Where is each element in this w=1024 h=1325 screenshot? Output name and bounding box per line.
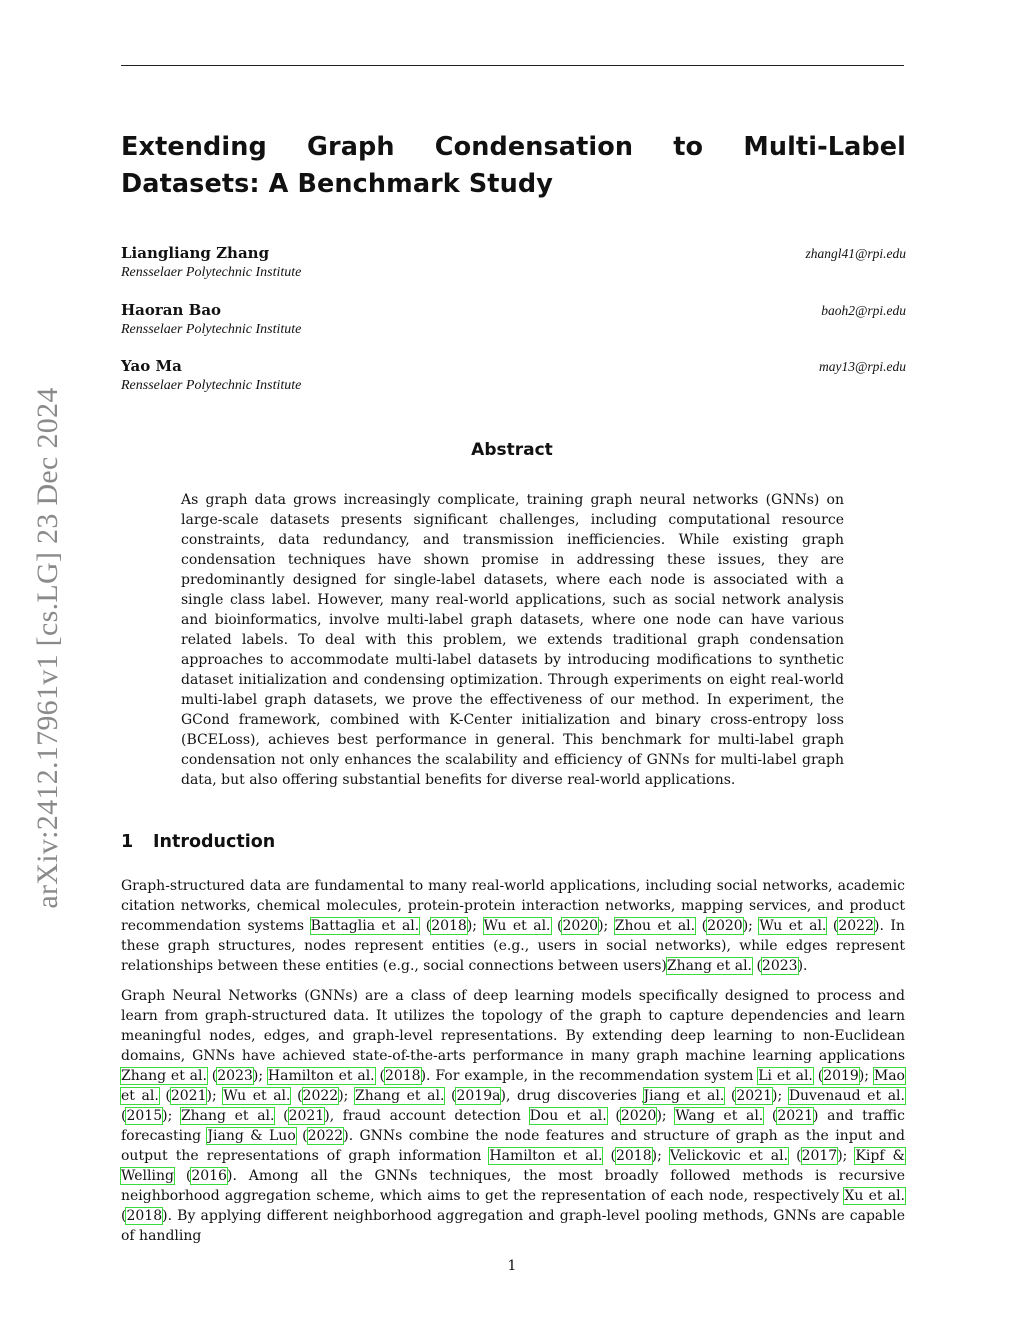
citation-year-link[interactable]: 2018 <box>126 1208 163 1224</box>
citation-link[interactable]: Li et al. <box>758 1068 813 1084</box>
citation-year-link[interactable]: 2022 <box>302 1088 339 1104</box>
citation-year-link[interactable]: 2021 <box>777 1108 813 1124</box>
author-affiliation: Rensselaer Polytechnic Institute <box>121 265 302 280</box>
citation-link[interactable]: Mao et al. <box>121 1068 905 1104</box>
citation-year-link[interactable]: 2016 <box>191 1168 227 1184</box>
citation-year-link[interactable]: 2018 <box>384 1068 421 1084</box>
intro-paragraph-2: Graph Neural Networks (GNNs) are a class of deep learning models specifically designed to process and learn from graph-structured data. It utilizes the topology of the graph to capture dependencies and learn meaningful nodes, edges, and graph-level representations. By extending deep learning to non-Euclidean domains, GNNs have achieved state-of-the-arts performance in many graph machine learning applications Zhang et al. (2023); Hamilton et al. (2018). For example, in the recommendation system Li et al. (2019); Mao et al. (2021); Wu et al. (2022); Zhang et al. (2019a), drug discoveries Jiang et al. (2021); Duvenaud et al. (2015); Zhang et al. (2021), fraud account detection Dou et al. (2020); Wang et al. (2021) and traffic forecasting Jiang & Luo (2022). GNNs combine the node features and structure of graph as the input and output the representations of graph information Hamilton et al. (2018); Velickovic et al. (2017); Kipf & Welling (2016). Among all the GNNs techniques, the most broadly followed methods is recursive neighborhood aggregation scheme, which aims to get the representation of each node, respectively Xu et al. (2018). By applying different neighborhood aggregation and graph-level pooling methods, GNNs are capable of handling <box>121 988 905 1244</box>
body-text: Graph-structured data are fundamental to many real-world applications, including social networks, academic citation networks, chemical molecules, protein-protein interaction networks, mapping services, and product recommendation systems <box>121 878 905 934</box>
citation-link[interactable]: Kipf & Welling <box>121 1148 905 1184</box>
citation-link[interactable]: Dou et al. <box>529 1108 607 1124</box>
citation-year-link[interactable]: 2022 <box>838 918 874 934</box>
section-heading <box>121 832 275 852</box>
citation-link[interactable]: Wang et al. <box>675 1108 764 1124</box>
citation-link[interactable]: Zhang et al. <box>180 1108 275 1124</box>
citation-year-link[interactable]: 2021 <box>170 1088 207 1104</box>
body-text: , drug discoveries <box>505 1088 644 1104</box>
citation-year-link[interactable]: 2021 <box>288 1108 325 1124</box>
citation-link[interactable]: Xu et al. <box>844 1188 905 1204</box>
author-affiliation: Rensselaer Polytechnic Institute <box>121 378 302 393</box>
author-name: Haoran Bao <box>121 301 222 319</box>
body-text: . By applying different neighborhood aggregation and graph-level pooling methods, GNNs are capable of handling <box>121 1208 905 1244</box>
citation-link[interactable]: Zhou et al. <box>614 918 696 934</box>
citation-year-link[interactable]: 2018 <box>431 918 467 934</box>
citation-year-link[interactable]: 2020 <box>707 918 743 934</box>
citation-link[interactable]: Jiang & Luo <box>207 1128 296 1144</box>
citation-link[interactable]: Zhang et al. <box>354 1088 445 1104</box>
author-email: zhangl41@rpi.edu <box>805 246 906 261</box>
header-rule <box>121 65 904 66</box>
citation-link[interactable]: Zhang et al. <box>666 958 752 974</box>
author-email: baoh2@rpi.edu <box>821 303 906 318</box>
citation-link[interactable]: Velickovic et al. <box>669 1148 789 1164</box>
arxiv-id: arXiv:2412.17961v1 [cs.LG] 23 Dec 2024 <box>31 387 64 909</box>
abstract-text: As graph data grows increasingly complicate, training graph neural networks (GNNs) on large-scale datasets presents significant challenges, including computational resource constraints, data redundancy, and transmission inefficiencies. While existing graph condensation techniques have shown promise in addressing these issues, they are predominantly designed for single-label datasets, where each node is associated with a single class label. However, many real-world applications, such as social network analysis and bioinformatics, involve multi-label graph datasets, where one node can have various related labels. To deal with this problem, we extends traditional graph condensation approaches to accommodate multi-label datasets by introducing modifications to synthetic dataset initialization and condensing optimization. Through experiments on eight real-world multi-label graph datasets, we prove the effectiveness of our method. In experiment, the GCond framework, combined with K-Center initialization and binary cross-entropy loss (BCELoss), achieves best performance in general. This benchmark for multi-label graph condensation not only enhances the scalability and efficiency of GNNs for multi-label graph data, but also offering substantial benefits for diverse real-world applications. <box>181 492 844 788</box>
intro-paragraph-1: Graph-structured data are fundamental to many real-world applications, including social networks, academic citation networks, chemical molecules, protein-protein interaction networks, mapping services, and product recommendation systems Battaglia et al. (2018); Wu et al. (2020); Zhou et al. (2020); Wu et al. (2022). In these graph structures, nodes represent entities (e.g., users in social networks), while edges represent relationships between these entities (e.g., social connections between users)Zhang et al. (2023). <box>121 878 905 974</box>
citation-link[interactable]: Wu et al. <box>759 918 827 934</box>
author-name: Yao Ma <box>121 357 182 375</box>
author-email: may13@rpi.edu <box>818 359 906 374</box>
citation-year-link[interactable]: 2020 <box>562 918 599 934</box>
citation-year-link[interactable]: 2023 <box>217 1068 253 1084</box>
citation-year-link[interactable]: 2020 <box>620 1108 657 1124</box>
citation-year-link[interactable]: 2021 <box>736 1088 773 1104</box>
body-text: . In these graph structures, nodes represent entities (e.g., users in social networks), while edges represent relationships between these entities (e.g., social connections between users) <box>121 918 905 974</box>
citation-link[interactable]: Zhang et al. <box>121 1068 207 1084</box>
citation-link[interactable]: Hamilton et al. <box>267 1068 375 1084</box>
citation-year-link[interactable]: 2018 <box>615 1148 652 1164</box>
citation-link[interactable]: Jiang et al. <box>643 1088 725 1104</box>
citation-year-link[interactable]: 2023 <box>761 958 798 974</box>
citation-year-link[interactable]: 2019a <box>456 1088 501 1104</box>
section-title: Introduction <box>153 832 276 852</box>
author-name: Liangliang Zhang <box>121 244 270 262</box>
author-block <box>121 301 906 345</box>
page-number: 1 <box>507 1258 517 1274</box>
citation-link[interactable]: Battaglia et al. <box>310 918 420 934</box>
citation-link[interactable]: Wu et al. <box>223 1088 291 1104</box>
body-text: , fraud account detection <box>329 1108 530 1124</box>
citation-year-link[interactable]: 2017 <box>801 1148 838 1164</box>
body-text: . Among all the GNNs techniques, the most broadly followed methods is recursive neighborhood aggregation scheme, which aims to get the representation of each node, respectively <box>121 1168 905 1204</box>
author-affiliation: Rensselaer Polytechnic Institute <box>121 322 302 337</box>
abstract-heading: Abstract <box>471 440 553 460</box>
citation-link[interactable]: Duvenaud et al. <box>788 1088 905 1104</box>
author-block <box>121 357 906 401</box>
citation-year-link[interactable]: 2015 <box>126 1108 163 1124</box>
section-number: 1 <box>121 832 134 852</box>
citation-link[interactable]: Wu et al. <box>483 918 551 934</box>
body-text: and traffic forecasting <box>121 1108 905 1144</box>
body-text: . For example, in the recommendation system <box>426 1068 759 1084</box>
body-text: Graph Neural Networks (GNNs) are a class of deep learning models specifically designed to process and learn from graph-structured data. It utilizes the topology of the graph to capture dependencies and learn meaningful nodes, edges, and graph-level representations. By extending deep learning to non-Euclidean domains, GNNs have achieved state-of-the-arts performance in many graph machine learning applications <box>121 988 905 1064</box>
body-text: . GNNs combine the node features and structure of graph as the input and output the representations of graph information <box>121 1128 905 1164</box>
citation-link[interactable]: Hamilton et al. <box>489 1148 603 1164</box>
citation-year-link[interactable]: 2019 <box>823 1068 859 1084</box>
author-block <box>121 244 906 288</box>
paper-title: Extending Graph Condensation to Multi-Label Datasets: A Benchmark Study <box>121 132 906 199</box>
body-text: . <box>803 958 808 974</box>
citation-year-link[interactable]: 2022 <box>307 1128 344 1144</box>
